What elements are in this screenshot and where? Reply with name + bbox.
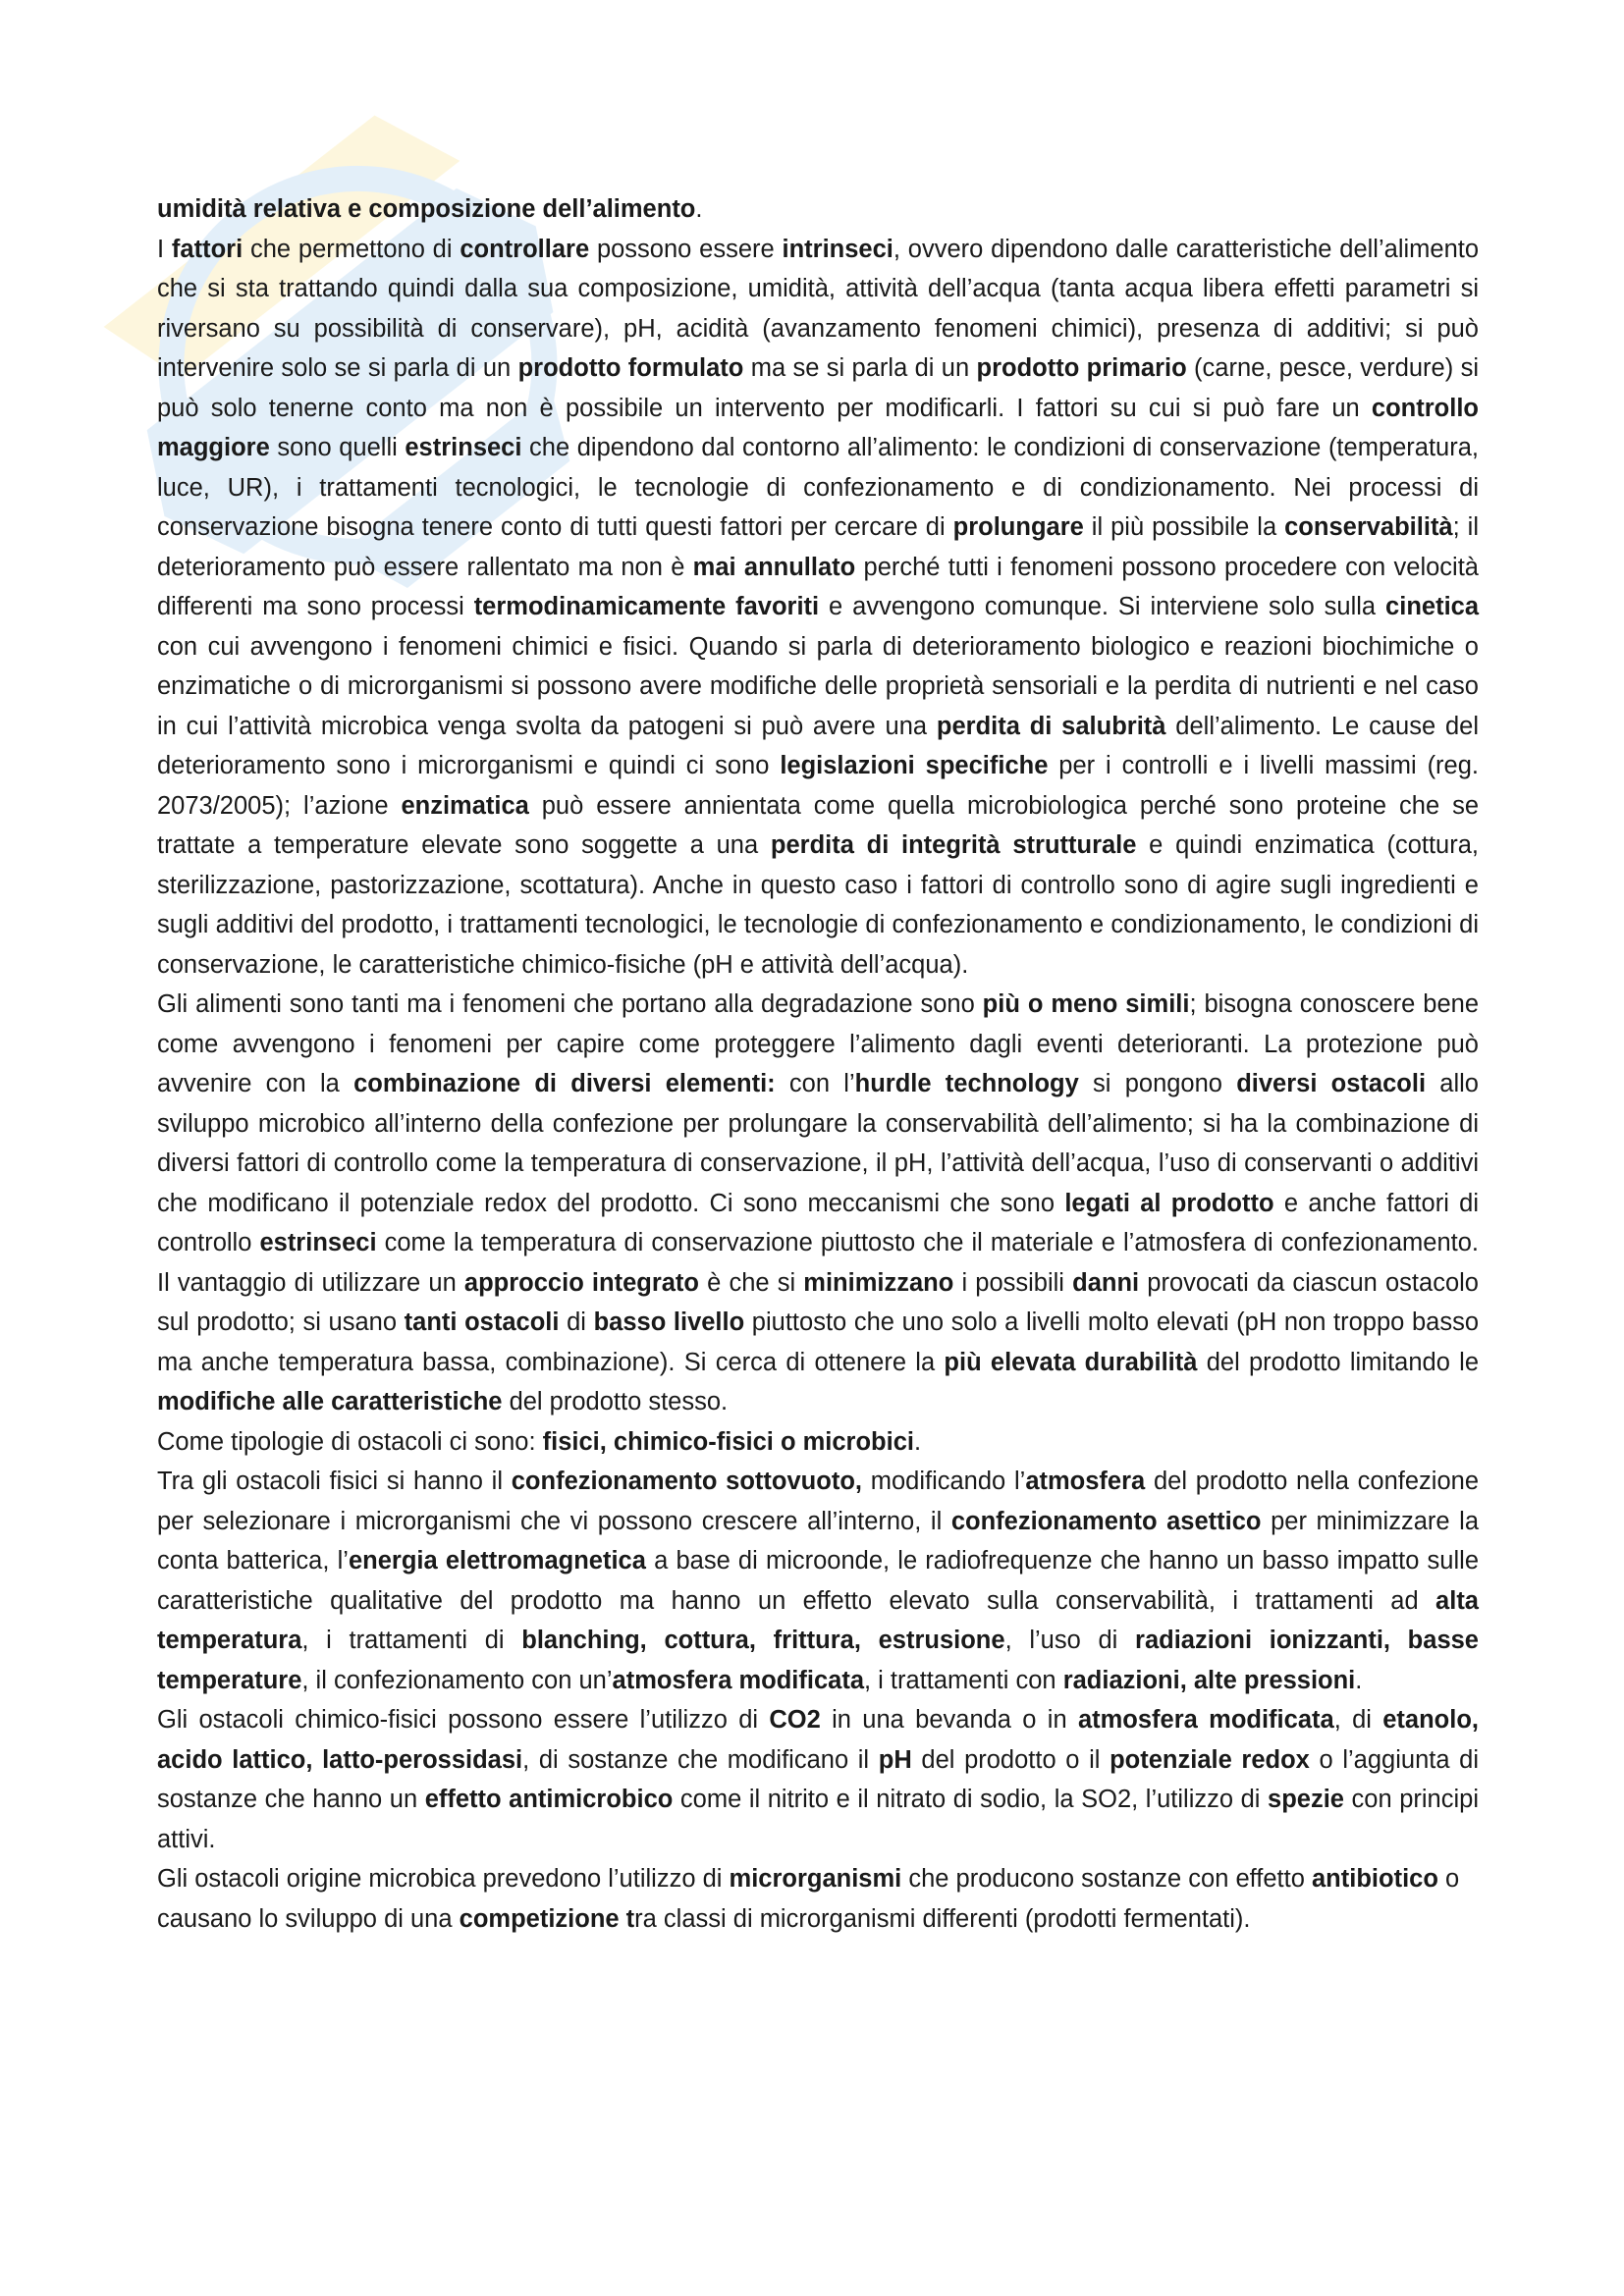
text-run: piuttosto che uno solo a livelli molto elevati (pH non troppo basso ma anche temperatura bassa, combinazione). Si cerca di ottenere la [157, 1308, 1480, 1376]
text-run: ; bisogna conoscere bene come avvengono i fenomeni per capire come proteggere l’alimento dagli eventi deterioranti. La protezione può avvenire con la [157, 990, 1479, 1097]
text-run: è che si [699, 1268, 804, 1297]
bold-term: danni [1072, 1268, 1140, 1297]
bold-term: diversi ostacoli [1236, 1070, 1427, 1097]
bold-term: atmosfera [1025, 1468, 1146, 1495]
bold-term: perdita di integrità strutturale [770, 831, 1137, 859]
text-run: per minimizzare la conta batterica, l’ [157, 1507, 1479, 1575]
text-run: con l’ [775, 1070, 855, 1097]
text-run: può essere annientata come quella microbiologica perché sono proteine che se trattate a temperature elevate sono soggette a una [157, 791, 1480, 859]
bold-term: atmosfera modificata [612, 1666, 865, 1694]
text-run: del prodotto nella confezione per selezionare i microrganismi che vi possono crescere all’interno, il [157, 1468, 1480, 1535]
text-run: con cui avvengono i fenomeni chimici e fisici. Quando si parla di deterioramento biologico e reazioni biochimiche o enzimatiche o di microrganismi si possono avere modifiche delle proprietà sensoriali e la perdita di nutrienti e nel caso in cui l’attività microbica venga svolta da patogeni si può avere una [157, 632, 1479, 740]
bold-term: più o meno simili [982, 990, 1190, 1018]
bold-term: basso livello [593, 1308, 745, 1336]
text-run: come il nitrito e il nitrato di sodio, la SO2, l’utilizzo di [673, 1786, 1269, 1813]
text-run: perché tutti i fenomeni possono procedere con velocità differenti ma sono processi [157, 553, 1479, 620]
paragraph [157, 230, 1479, 986]
text-run: Tra gli ostacoli fisici si hanno il [157, 1468, 512, 1495]
bold-term: radiazioni, alte pressioni [1062, 1666, 1356, 1694]
bold-term: controllo maggiore [157, 394, 1479, 461]
bold-term: minimizzano [803, 1268, 954, 1297]
bold-term: fisici, chimico-fisici o microbici [542, 1427, 914, 1456]
text-run: , di [1333, 1706, 1383, 1734]
bold-term: controllare [460, 235, 590, 263]
bold-term: radiazioni ionizzanti, basse temperature [157, 1627, 1479, 1694]
text-run: a base di microonde, le radiofrequenze che hanno un basso impatto sulle caratteristiche qualitative del prodotto ma hanno un effetto elevato sulla conservabilità, i trattamenti ad [157, 1547, 1479, 1615]
bold-term: estrinseci [405, 434, 522, 461]
text-run: I [157, 235, 172, 263]
bold-term: spezie [1268, 1786, 1344, 1813]
bold-term: approccio integrato [463, 1268, 699, 1297]
paragraph [157, 1422, 1479, 1463]
text-run: i possibili [953, 1268, 1073, 1297]
bold-term: cinetica [1385, 593, 1480, 620]
text-run: il più possibile la [1083, 513, 1285, 541]
text-run: come la temperatura di conservazione piuttosto che il materiale e l’atmosfera di confezionamento. Il vantaggio di utilizzare un [157, 1229, 1479, 1297]
bold-term: enzimatica [401, 791, 529, 820]
text-run: e anche fattori di controllo [157, 1189, 1479, 1256]
text-run: (carne, pesce, verdure) si può solo tenerne conto ma non è possibile un intervento per modificarli. I fattori su cui si può fare un [157, 354, 1479, 422]
text-run: , il confezionamento con un’ [301, 1666, 613, 1694]
paragraph [157, 189, 1479, 230]
bold-term: blanching, cottura, frittura, estrusione [521, 1627, 1005, 1654]
text-run: con principi attivi. [157, 1786, 1479, 1853]
bold-term: perdita di salubrità [936, 712, 1166, 740]
text-run: ra classi di microrganismi differenti (prodotti fermentati). [634, 1904, 1251, 1933]
text-run: che dipendono dal contorno all’alimento: le condizioni di conservazione (temperatura, luce, UR), i trattamenti tecnologici, le tecnologie di confezionamento e di condizionamento. Nei processi di conservazione bisogna tenere conto di tutti questi fattori per cercare di [157, 434, 1480, 541]
bold-term: conservabilità [1284, 513, 1453, 541]
text-run: provocati da ciascun ostacolo sul prodotto; si usano [157, 1268, 1479, 1336]
bold-term: CO2 [769, 1706, 821, 1734]
bold-term: alta temperatura [157, 1586, 1479, 1654]
text-run: , i trattamenti con [864, 1666, 1063, 1694]
text-run: che producono sostanze con effetto [901, 1865, 1312, 1893]
text-run: dell’alimento. Le cause del deterioramento sono i microrganismi e quindi ci sono [157, 712, 1479, 779]
text-run: o l’aggiunta di sostanze che hanno un [157, 1745, 1480, 1813]
text-run: ma se si parla di un [743, 354, 977, 382]
text-run: , ovvero dipendono dalle caratteristiche dell’alimento che si sta trattando quindi dalla sua composizione, umidità, attività dell’acqua (tanta acqua libera effetti parametri si riversano su possibilità di conservare), pH, acidità (avanzamento fenomeni chimici), presenza di additivi; si può intervenire solo se si parla di un [157, 235, 1480, 382]
text-run: Gli alimenti sono tanti ma i fenomeni che portano alla degradazione sono [157, 990, 983, 1018]
text-run: per i controlli e i livelli massimi (reg. 2073/2005); l’azione [157, 752, 1479, 820]
text-run: e quindi enzimatica (cottura, sterilizzazione, pastorizzazione, scottatura). Anche in questo caso i fattori di controllo sono di agire sugli ingredienti e sugli additivi del prodotto, i trattamenti tecnologici, le tecnologie di confezionamento e condizionamento, le condizioni di conservazione, le caratteristiche chimico-fisiche (pH e attività dell’acqua). [157, 831, 1479, 979]
bold-term: atmosfera modificata [1077, 1706, 1334, 1734]
bold-term: legislazioni specifiche [780, 752, 1049, 779]
bold-term: hurdle technology [854, 1070, 1079, 1097]
text-run: . [695, 195, 703, 223]
paragraph [157, 985, 1479, 1422]
bold-term: termodinamicamente favoriti [473, 593, 820, 620]
bold-term: confezionamento asettico [950, 1507, 1262, 1535]
bold-term: effetto antimicrobico [424, 1786, 674, 1813]
text-run: . [1355, 1666, 1363, 1694]
bold-term: confezionamento sottovuoto, [511, 1468, 862, 1495]
bold-term: intrinseci [782, 235, 893, 263]
bold-term: fattori [171, 235, 244, 263]
text-run: , i trattamenti di [301, 1627, 522, 1654]
text-run: sono quelli [269, 434, 406, 461]
text-run: Come tipologie di ostacoli ci sono: [157, 1427, 543, 1456]
text-run: . [913, 1427, 922, 1456]
bold-term: energia elettromagnetica [348, 1547, 646, 1575]
text-run: e avvengono comunque. Si interviene solo sulla [819, 593, 1386, 620]
paragraph [157, 1700, 1479, 1859]
paragraph [157, 1859, 1479, 1939]
text-run: si pongono [1078, 1070, 1237, 1097]
paragraph [157, 1462, 1479, 1700]
text-run: Gli ostacoli origine microbica prevedono l’utilizzo di [157, 1865, 730, 1893]
text-run: allo sviluppo microbico all’interno della confezione per prolungare la conservabilità dell’alimento; si ha la combinazione di diversi fattori di controllo come la temperatura di conservazione, il pH, l’attività dell’acqua, l’uso di conservanti o additivi che modificano il potenziale redox del prodotto. Ci sono meccanismi che sono [157, 1070, 1479, 1217]
bold-term: microrganismi [729, 1865, 902, 1893]
bold-term: competizione t [459, 1904, 635, 1933]
bold-term: prodotto formulato [517, 354, 744, 382]
text-run: o causano lo sviluppo di una [157, 1865, 1460, 1933]
bold-term: più elevata durabilità [944, 1348, 1198, 1376]
bold-term: pH [878, 1745, 912, 1774]
text-run: Gli ostacoli chimico-fisici possono essere l’utilizzo di [157, 1706, 770, 1734]
bold-term: tanti ostacoli [404, 1308, 560, 1336]
text-run: che permettono di [243, 235, 460, 263]
bold-term: prodotto primario [976, 354, 1187, 382]
text-run: , l’uso di [1004, 1627, 1136, 1654]
text-run: del prodotto limitando le [1197, 1348, 1479, 1376]
text-run: del prodotto stesso. [502, 1388, 729, 1415]
bold-term: antibiotico [1312, 1865, 1438, 1893]
text-run: di [559, 1308, 594, 1336]
text-run: del prodotto o il [911, 1745, 1110, 1774]
document-body [157, 189, 1479, 1939]
bold-term: legati al prodotto [1064, 1189, 1274, 1217]
text-run: possono essere [589, 235, 783, 263]
bold-term: combinazione di diversi elementi: [353, 1070, 776, 1097]
bold-term: mai annullato [692, 553, 856, 581]
text-run: modificando l’ [861, 1468, 1026, 1495]
bold-term: prolungare [952, 513, 1084, 541]
text-run: , di sostanze che modificano il [522, 1745, 879, 1774]
bold-term: modifiche alle caratteristiche [157, 1388, 503, 1415]
bold-term: etanolo, acido lattico, latto-perossidasi [157, 1706, 1480, 1774]
bold-term: umidità relativa e composizione dell’alimento [157, 195, 696, 223]
bold-term: estrinseci [259, 1229, 377, 1256]
text-run: in una bevanda o in [820, 1706, 1078, 1734]
text-run: ; il deterioramento può essere rallentato ma non è [157, 513, 1480, 581]
bold-term: potenziale redox [1110, 1745, 1310, 1774]
